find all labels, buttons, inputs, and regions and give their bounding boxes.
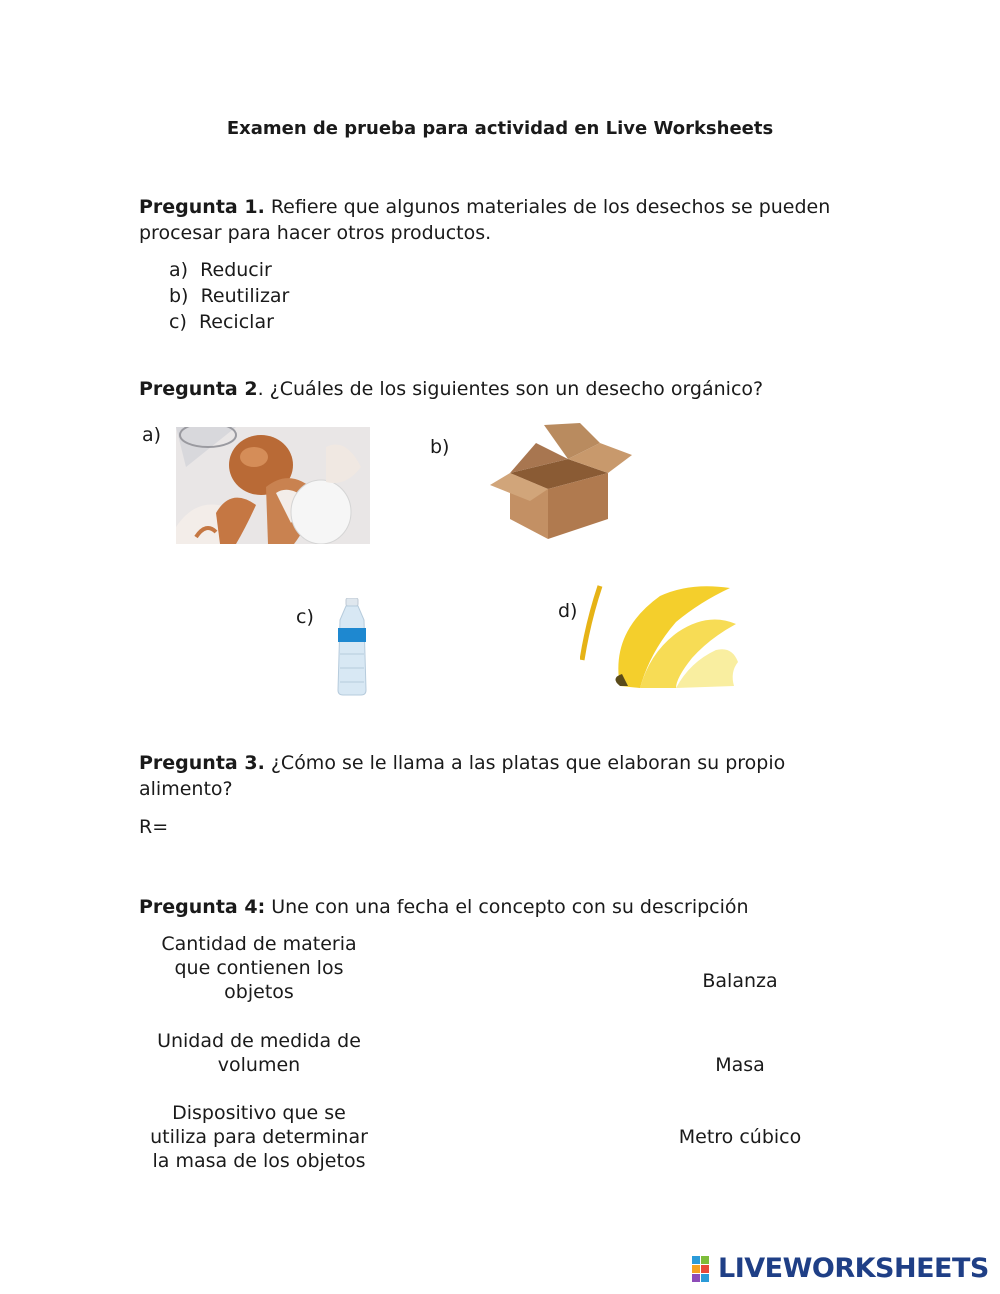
question-1-text: Refiere que algunos materiales de los desechos se pueden procesar para hacer otros productos. [139,196,831,244]
concept-term-1[interactable]: Balanza [702,970,778,992]
option-text: Reciclar [198,311,274,333]
logo-text: LIVEWORKSHEETS [718,1253,989,1284]
question-3-label: Pregunta 3. [139,752,265,774]
q2-letter-d: d) [558,600,578,622]
q2-letter-a: a) [142,424,162,446]
q1-option-c[interactable] [169,311,274,333]
q2-letter-c: c) [296,606,314,628]
water-bottle-image[interactable] [334,598,370,696]
question-2 [139,376,839,402]
option-letter: b) [169,285,189,307]
question-3 [139,750,839,802]
q1-option-a[interactable] [169,259,272,281]
liveworksheets-logo [692,1253,989,1284]
option-letter: c) [169,311,187,333]
concept-term-2[interactable]: Masa [715,1054,765,1076]
question-3-text: ¿Cómo se le llama a las platas que elaboran su propio alimento? [139,752,786,800]
question-1-label: Pregunta 1. [139,196,265,218]
banana-peel-image[interactable] [580,582,738,690]
logo-mark-icon [692,1254,718,1284]
option-text: Reutilizar [200,285,290,307]
concept-description-2[interactable]: Unidad de medida de volumen [157,1030,361,1076]
question-1 [139,194,839,246]
concept-term-3[interactable]: Metro cúbico [678,1126,802,1148]
option-letter: a) [169,259,189,281]
eggshells-image[interactable] [176,427,370,544]
worksheet-title: Examen de prueba para actividad en Live Worksheets [226,118,774,139]
question-4 [139,894,839,920]
q2-letter-b: b) [430,436,450,458]
question-4-text: Une con una fecha el concepto con su descripción [265,896,749,918]
q1-option-b[interactable] [169,285,289,307]
question-2-label: Pregunta 2 [139,378,258,400]
cardboard-box-image[interactable] [488,423,634,541]
concept-description-3[interactable]: Dispositivo que se utiliza para determinar la masa de los objetos [150,1102,368,1172]
option-text: Reducir [200,259,272,281]
question-2-text: . ¿Cuáles de los siguientes son un desecho orgánico? [257,378,764,400]
answer-prefix: R= [139,816,169,838]
concept-description-1[interactable]: Cantidad de materia que contienen los objetos [161,933,357,1003]
question-4-label: Pregunta 4: [139,896,266,918]
